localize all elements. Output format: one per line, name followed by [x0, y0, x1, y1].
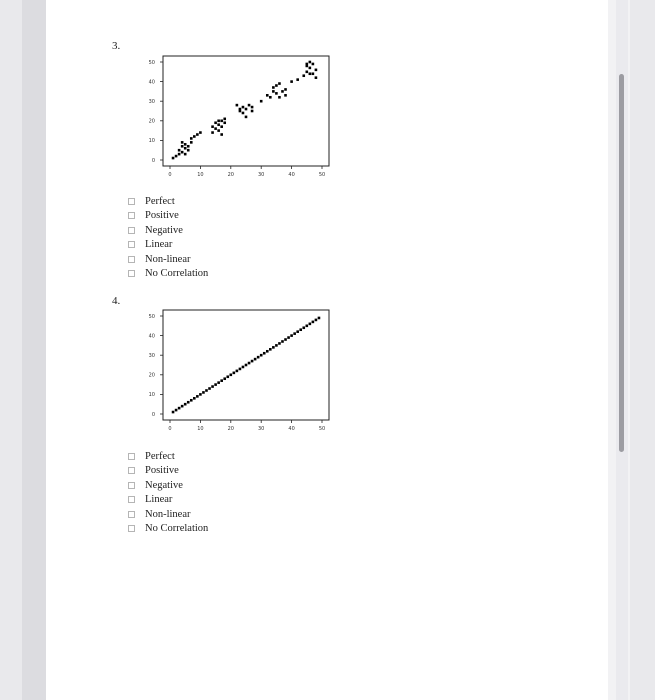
data-point: [309, 61, 312, 64]
data-point: [257, 356, 260, 359]
answer-option-perfect[interactable]: [128, 449, 208, 464]
data-point: [220, 120, 223, 123]
data-point: [266, 94, 269, 97]
option-label: Positive: [145, 465, 179, 477]
option-label: Positive: [145, 210, 179, 222]
data-point: [187, 401, 190, 404]
option-checkbox[interactable]: [128, 270, 135, 277]
option-checkbox[interactable]: [128, 256, 135, 263]
data-point: [223, 118, 226, 121]
data-point: [245, 116, 248, 119]
y-tick-label: 10: [148, 138, 155, 145]
x-tick-label: 50: [318, 172, 326, 178]
data-point: [306, 71, 309, 74]
answer-option-non-linear[interactable]: [128, 252, 208, 267]
data-point: [175, 409, 178, 412]
data-point: [302, 326, 305, 329]
y-tick-label: 50: [148, 59, 155, 66]
answer-option-perfect[interactable]: [128, 194, 208, 209]
data-point: [290, 334, 293, 337]
data-point: [217, 381, 220, 384]
y-tick-label: 40: [148, 79, 155, 86]
data-point: [220, 133, 223, 136]
x-tick-label: 0: [168, 426, 172, 432]
data-point: [315, 76, 318, 79]
data-point: [315, 69, 318, 72]
option-label: Negative: [145, 479, 183, 491]
data-point: [181, 145, 184, 148]
data-point: [211, 131, 214, 134]
x-tick-label: 40: [288, 172, 295, 178]
data-point: [181, 405, 184, 408]
data-point: [217, 123, 220, 126]
data-point: [208, 387, 211, 390]
option-label: No Correlation: [145, 523, 209, 535]
question-3-options: [128, 194, 208, 281]
data-point: [214, 127, 217, 130]
data-point: [284, 338, 287, 341]
data-point: [284, 94, 287, 97]
data-point: [296, 330, 299, 333]
data-point: [193, 135, 196, 138]
data-point: [190, 137, 193, 140]
data-point: [175, 155, 178, 158]
data-point: [178, 407, 181, 410]
x-tick-label: 20: [227, 172, 234, 178]
data-point: [211, 385, 214, 388]
y-tick-label: 50: [148, 313, 155, 320]
option-checkbox[interactable]: [128, 241, 135, 248]
data-point: [196, 133, 199, 136]
option-label: Non-linear: [145, 253, 191, 265]
data-point: [181, 141, 184, 144]
y-tick-label: 10: [148, 392, 155, 399]
data-point: [275, 344, 278, 347]
data-point: [254, 358, 257, 361]
scrollbar-thumb[interactable]: [619, 74, 624, 452]
data-point: [190, 399, 193, 402]
data-point: [184, 143, 187, 146]
data-point: [278, 82, 281, 85]
data-point: [287, 336, 290, 339]
data-point: [187, 145, 190, 148]
x-tick-label: 0: [168, 172, 172, 178]
data-point: [318, 317, 321, 320]
data-point: [284, 88, 287, 91]
data-point: [217, 129, 220, 132]
data-point: [196, 395, 199, 398]
option-label: Negative: [145, 224, 183, 236]
data-point: [239, 368, 242, 371]
y-tick-label: 30: [148, 353, 155, 359]
option-checkbox[interactable]: [128, 467, 135, 474]
answer-option-no-correlation[interactable]: [128, 267, 208, 282]
data-point: [281, 340, 284, 343]
data-point: [263, 352, 266, 355]
data-point: [236, 104, 239, 107]
data-point: [211, 125, 214, 128]
data-point: [214, 383, 217, 386]
data-point: [306, 63, 309, 66]
data-point: [312, 63, 315, 66]
y-tick-label: 0: [151, 411, 155, 418]
option-label: Linear: [145, 494, 173, 506]
data-point: [275, 84, 278, 87]
data-point: [242, 366, 245, 369]
data-point: [299, 328, 302, 331]
data-point: [272, 90, 275, 93]
data-point: [260, 100, 263, 103]
x-tick-label: 20: [227, 426, 234, 432]
data-point: [296, 78, 299, 81]
data-point: [193, 397, 196, 400]
option-label: No Correlation: [145, 268, 209, 280]
question-3-number: 3.: [112, 40, 121, 52]
data-point: [199, 131, 202, 134]
data-point: [242, 112, 245, 115]
y-tick-label: 0: [151, 157, 155, 164]
data-point: [266, 350, 269, 353]
data-point: [312, 321, 315, 324]
option-label: Linear: [145, 239, 173, 251]
question-4-options: [128, 449, 208, 536]
data-point: [184, 403, 187, 406]
question-4-number: 4.: [112, 295, 121, 307]
data-point: [236, 370, 239, 373]
data-point: [178, 149, 181, 152]
data-point: [178, 153, 181, 156]
answer-option-negative[interactable]: [128, 478, 208, 493]
data-point: [269, 96, 272, 99]
answer-option-negative[interactable]: [128, 223, 208, 238]
data-point: [242, 106, 245, 109]
data-point: [184, 147, 187, 150]
data-point: [214, 121, 217, 124]
data-point: [315, 319, 318, 322]
option-checkbox[interactable]: [128, 212, 135, 219]
data-point: [230, 374, 233, 377]
answer-option-no-correlation[interactable]: [128, 522, 208, 537]
data-point: [205, 389, 208, 392]
data-point: [223, 377, 226, 380]
x-tick-label: 40: [288, 426, 295, 432]
data-point: [306, 325, 309, 328]
data-point: [245, 364, 248, 367]
data-point: [184, 153, 187, 156]
option-checkbox[interactable]: [128, 525, 135, 532]
y-tick-label: 30: [148, 99, 155, 105]
data-point: [239, 110, 242, 113]
data-point: [290, 80, 293, 83]
y-tick-label: 40: [148, 333, 155, 340]
option-checkbox[interactable]: [128, 511, 135, 518]
data-point: [278, 342, 281, 345]
data-point: [223, 121, 226, 124]
data-point: [293, 332, 296, 335]
data-point: [220, 379, 223, 382]
x-tick-label: 30: [258, 172, 265, 178]
data-point: [278, 96, 281, 99]
data-point: [187, 149, 190, 152]
option-label: Non-linear: [145, 508, 191, 520]
option-checkbox[interactable]: [128, 482, 135, 489]
left-gutter: [22, 0, 46, 700]
x-tick-label: 10: [197, 426, 204, 432]
data-point: [251, 110, 254, 113]
y-tick-label: 20: [148, 372, 155, 379]
option-checkbox[interactable]: [128, 453, 135, 460]
data-point: [199, 393, 202, 396]
data-point: [172, 157, 175, 160]
data-point: [309, 323, 312, 326]
data-point: [181, 151, 184, 154]
data-point: [260, 354, 263, 357]
data-point: [202, 391, 205, 394]
data-point: [190, 141, 193, 144]
data-point: [272, 86, 275, 89]
data-point: [269, 348, 272, 351]
data-point: [281, 90, 284, 93]
data-point: [272, 346, 275, 349]
data-point: [226, 375, 229, 378]
data-point: [309, 72, 312, 75]
option-checkbox[interactable]: [128, 198, 135, 205]
data-point: [217, 120, 220, 123]
question-3-scatter-chart: [140, 52, 340, 182]
data-point: [309, 67, 312, 70]
data-point: [233, 372, 236, 375]
data-point: [251, 106, 254, 109]
data-point: [248, 104, 251, 107]
data-point: [275, 92, 278, 95]
x-tick-label: 50: [318, 426, 326, 432]
x-tick-label: 30: [258, 426, 265, 432]
answer-option-linear[interactable]: [128, 493, 208, 508]
answer-option-positive[interactable]: [128, 464, 208, 479]
answer-option-positive[interactable]: [128, 209, 208, 224]
option-checkbox[interactable]: [128, 496, 135, 503]
data-point: [245, 108, 248, 111]
data-point: [248, 362, 251, 365]
data-point: [220, 125, 223, 128]
data-point: [251, 360, 254, 363]
answer-option-linear[interactable]: [128, 238, 208, 253]
data-point: [172, 411, 175, 414]
data-point: [302, 74, 305, 77]
question-4-scatter-chart: [140, 306, 340, 436]
y-tick-label: 20: [148, 118, 155, 125]
option-label: Perfect: [145, 450, 175, 462]
data-point: [312, 72, 315, 75]
answer-option-non-linear[interactable]: [128, 507, 208, 522]
x-tick-label: 10: [197, 172, 204, 178]
option-checkbox[interactable]: [128, 227, 135, 234]
option-label: Perfect: [145, 195, 175, 207]
